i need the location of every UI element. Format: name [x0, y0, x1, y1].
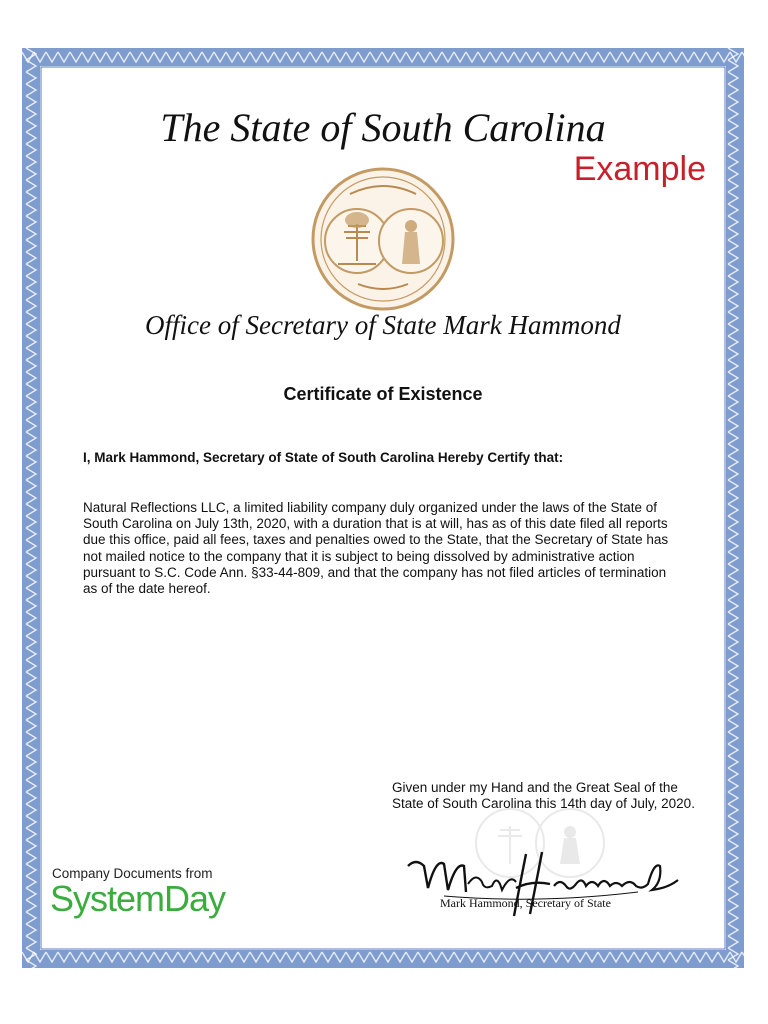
certificate-content [40, 66, 726, 950]
certificate-body: Natural Reflections LLC, a limited liability company duly organized under the laws of the State of South Carolina on July 13th, 2020, with a duration that is at will, has as of this date filed all reports due this office, paid all fees, taxes and penalties owed to the State, that the Secretary of State has not mailed notice to the company that it is subject to being dissolved by administrative action pursuant to S.C. Code Ann. §33-44-809, and that the company has not filed articles of termination as of the date hereof. [83, 500, 669, 597]
office-line: Office of Secretary of State Mark Hammond [145, 310, 621, 340]
signature-image [398, 844, 688, 924]
given-statement: Given under my Hand and the Great Seal of the State of South Carolina this 14th day of July, 2020. [392, 780, 695, 811]
state-title: The State of South Carolina [160, 105, 606, 150]
signature-caption: Mark Hammond, Secretary of State [440, 896, 611, 910]
brand-name: SystemDay [50, 878, 226, 919]
example-watermark: Example [573, 150, 706, 188]
certify-statement: I, Mark Hammond, Secretary of State of South Carolina Hereby Certify that: [83, 450, 564, 465]
certificate-title: Certificate of Existence [283, 384, 483, 404]
state-seal-icon [310, 166, 456, 312]
brand-prefix: Company Documents from [52, 866, 213, 881]
